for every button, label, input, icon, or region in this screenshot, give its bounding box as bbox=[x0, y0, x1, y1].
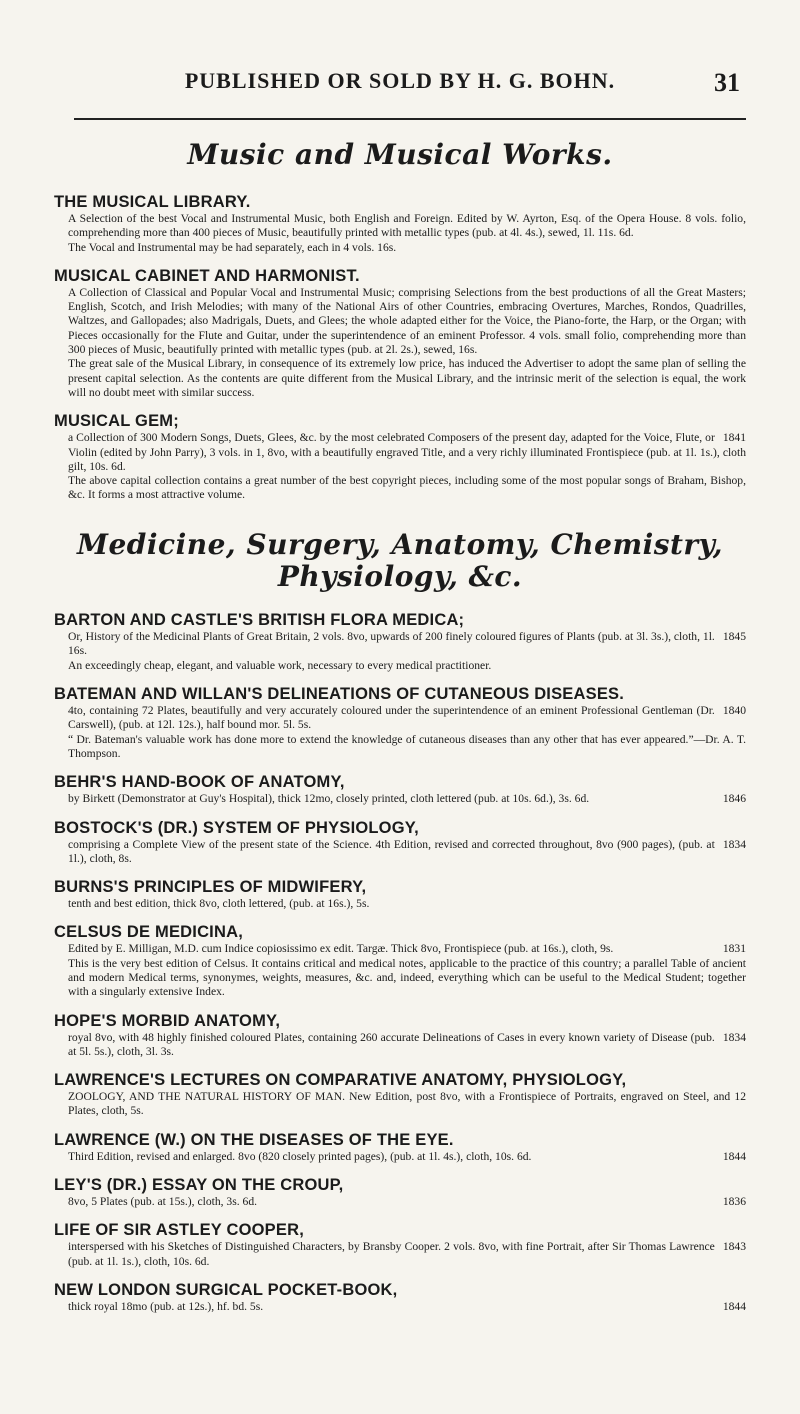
entry-body bbox=[68, 838, 746, 867]
entry-title: BATEMAN AND WILLAN'S DELINEATIONS OF CUTANEOUS DISEASES. bbox=[54, 685, 625, 704]
catalogue-entry bbox=[54, 267, 746, 400]
entry-body bbox=[68, 792, 746, 806]
catalogue-entry bbox=[54, 819, 746, 867]
catalogue-entry bbox=[54, 611, 746, 673]
entry-note: “ Dr. Bateman's valuable work has done more to extend the knowledge of cutaneous diseases than any other that has ever appeared.”—Dr. A. T. Thompson. bbox=[68, 732, 746, 760]
entry-description: comprising a Complete View of the present state of the Science. 4th Edition, revised and corrected throughout, 8vo (900 pages), (pub. at 1l.), cloth, 8s. bbox=[68, 837, 715, 865]
entry-year: 1836 bbox=[722, 1195, 746, 1209]
catalogue-entry bbox=[54, 878, 746, 911]
catalogue-entry bbox=[54, 773, 746, 806]
entry-body bbox=[68, 431, 746, 474]
entry-body bbox=[68, 1150, 746, 1164]
entry-title: LAWRENCE'S LECTURES ON COMPARATIVE ANATOMY, PHYSIOLOGY, bbox=[54, 1071, 627, 1090]
entry-title: LAWRENCE (W.) ON THE DISEASES OF THE EYE. bbox=[54, 1130, 454, 1149]
entry-description: A Selection of the best Vocal and Instrumental Music, both English and Foreign. Edited by W. Ayrton, Esq. of the Opera House. 8 vols. folio, comprehending more than 400 pieces of Music, beautifully printed with metallic types (pub. at 4l. 4s.), sewed, 1l. 11s. 6d. bbox=[68, 212, 746, 240]
entry-title: BURNS'S PRINCIPLES OF MIDWIFERY, bbox=[54, 878, 367, 897]
entry-body bbox=[68, 1240, 746, 1269]
entry-body bbox=[68, 942, 746, 956]
entry-note: An exceedingly cheap, elegant, and valuable work, necessary to every medical practitioner. bbox=[68, 658, 492, 672]
entry-title: BOSTOCK'S (DR.) SYSTEM OF PHYSIOLOGY, bbox=[54, 818, 419, 837]
catalogue-entry bbox=[54, 1131, 746, 1164]
entry-description: a Collection of 300 Modern Songs, Duets, Glees, &c. by the most celebrated Composers of the present day, adapted for the Voice, Flute, or Violin (edited by John Parry), 3 vols. in 1, 8vo, with a beautifully engraved Title, and a very richly illuminated Frontispiece (pub. at 1l. 1s.), cloth gilt, 10s. 6d. bbox=[68, 431, 746, 473]
running-head bbox=[54, 68, 746, 102]
entry-year: 1844 bbox=[722, 1149, 746, 1163]
entry-description: 8vo, 5 Plates (pub. at 15s.), cloth, 3s. 6d. bbox=[68, 1195, 258, 1209]
entry-year: 1845 bbox=[722, 630, 746, 644]
entry-description: royal 8vo, with 48 highly finished coloured Plates, containing 260 accurate Delineations of Cases in every known variety of Disease (pub. at 5l. 5s.), cloth, 3l. 3s. bbox=[68, 1030, 715, 1058]
entry-year: 1846 bbox=[722, 792, 746, 806]
entry-year: 1841 bbox=[722, 431, 746, 445]
catalogue-entry bbox=[54, 193, 746, 255]
entry-description: by Birkett (Demonstrator at Guy's Hospital), thick 12mo, closely printed, cloth lettered (pub. at 10s. 6d.), 3s. 6d. bbox=[68, 792, 590, 806]
section-music bbox=[54, 193, 746, 503]
entry-description: interspersed with his Sketches of Distinguished Characters, by Bransby Cooper. 2 vols. 8vo, with fine Portrait, after Sir Thomas Lawrence (pub. at 1l. 1s.), cloth, 10s. 6d. bbox=[68, 1240, 715, 1268]
entry-title: MUSICAL GEM; bbox=[54, 412, 179, 431]
entry-body bbox=[68, 212, 746, 241]
catalogue-entry bbox=[54, 1221, 746, 1269]
entry-year: 1834 bbox=[722, 837, 746, 851]
catalogue-entry bbox=[54, 923, 746, 999]
entry-description: thick royal 18mo (pub. at 12s.), hf. bd. 5s. bbox=[68, 1299, 264, 1313]
entry-body bbox=[68, 897, 746, 911]
section-heading-music: Music and Musical Works. bbox=[187, 138, 613, 171]
entry-body bbox=[68, 704, 746, 733]
entry-body bbox=[68, 1300, 746, 1314]
header-rule bbox=[74, 118, 746, 120]
entry-year: 1843 bbox=[722, 1240, 746, 1254]
entry-description: Or, History of the Medicinal Plants of Great Britain, 2 vols. 8vo, upwards of 200 finely coloured figures of Plants (pub. at 3l. 3s.), cloth, 1l. 16s. bbox=[68, 630, 715, 658]
entry-title: LEY'S (DR.) ESSAY ON THE CROUP, bbox=[54, 1176, 344, 1195]
entry-title: CELSUS DE MEDICINA, bbox=[54, 923, 243, 942]
entry-title: MUSICAL CABINET AND HARMONIST. bbox=[54, 266, 360, 285]
entry-body bbox=[68, 1090, 746, 1119]
entry-description: Third Edition, revised and enlarged. 8vo (820 closely printed pages), (pub. at 1l. 4s.), cloth, 10s. 6d. bbox=[68, 1149, 532, 1163]
entry-body bbox=[68, 286, 746, 357]
entry-description: ZOOLOGY, AND THE NATURAL HISTORY OF MAN. New Edition, post 8vo, with a Frontispiece of Portraits, engraved on Steel, and 12 Plates, cloth, 5s. bbox=[68, 1090, 746, 1118]
page-number: 31 bbox=[714, 68, 740, 97]
catalogue-entry bbox=[54, 412, 746, 502]
catalogue-entry bbox=[54, 1071, 746, 1119]
entry-title: THE MUSICAL LIBRARY. bbox=[54, 193, 251, 211]
section-heading-medicine: Medicine, Surgery, Anatomy, Chemistry, Physiology, &c. bbox=[77, 527, 723, 593]
entry-year: 1844 bbox=[722, 1299, 746, 1313]
entry-description: tenth and best edition, thick 8vo, cloth lettered, (pub. at 16s.), 5s. bbox=[68, 897, 370, 911]
entry-description: A Collection of Classical and Popular Vocal and Instrumental Music; comprising Selections from the best productions of all the Great Masters; English, Scotch, and Irish Melodies; with many of the National Airs of other Countries, embracing Overtures, Marches, Rondos, Quadrilles, Waltzes, and Gallopades; also Madrigals, Duets, and Glees; the whole adapted either for the Voice, the Piano-forte, the Harp, or the Organ; with Pieces occasionally for the Flute and Guitar, under the superintendence of an eminent Professor. 4 vols. small folio, comprehending more than 300 pieces of Music, beautifully printed with metallic types (pub. at 2l. 2s.), sewed, 16s. bbox=[68, 285, 746, 357]
entry-note: The above capital collection contains a great number of the best copyright pieces, including some of the most popular songs of Braham, Bishop, &c. It forms a most attractive volume. bbox=[68, 474, 746, 502]
entry-body bbox=[68, 630, 746, 659]
entry-title: BEHR'S HAND-BOOK OF ANATOMY, bbox=[54, 773, 345, 792]
catalogue-entry bbox=[54, 1176, 746, 1209]
entry-body bbox=[68, 1195, 746, 1209]
entry-description: Edited by E. Milligan, M.D. cum Indice copiosissimo ex edit. Targæ. Thick 8vo, Frontispiece (pub. at 16s.), cloth, 9s. bbox=[68, 942, 614, 956]
entry-title: BARTON AND CASTLE'S BRITISH FLORA MEDICA; bbox=[54, 611, 465, 630]
entry-title: NEW LONDON SURGICAL POCKET-BOOK, bbox=[54, 1280, 398, 1299]
entry-description: 4to, containing 72 Plates, beautifully and very accurately coloured under the superintendence of an eminent Professional Gentleman (Dr. Carswell), (pub. at 12l. 12s.), half bound mor. 5l. 5s. bbox=[68, 704, 715, 732]
entry-title: HOPE'S MORBID ANATOMY, bbox=[54, 1011, 281, 1030]
running-title: PUBLISHED OR SOLD BY H. G. BOHN. bbox=[184, 68, 616, 93]
entry-body bbox=[68, 1031, 746, 1060]
entry-year: 1840 bbox=[722, 704, 746, 718]
entry-year: 1834 bbox=[722, 1030, 746, 1044]
entry-note: The great sale of the Musical Library, in consequence of its extremely low price, has induced the Advertiser to adopt the same plan of selling the present capital selection. As the contents are quite different from the Musical Library, and the intrinsic merit of the selection is equal, the work will no doubt meet with similar success. bbox=[68, 357, 746, 399]
catalogue-entry bbox=[54, 685, 746, 761]
catalogue-entry bbox=[54, 1012, 746, 1060]
entry-year: 1831 bbox=[722, 942, 746, 956]
entry-note: The Vocal and Instrumental may be had separately, each in 4 vols. 16s. bbox=[68, 240, 397, 254]
section-medicine bbox=[54, 611, 746, 1314]
entry-note: This is the very best edition of Celsus. It contains critical and medical notes, applicable to the practice of this country; a parallel Table of ancient and modern Medical terms, synonymes, weights, measures, &c. and, indeed, everything which can be useful to the Medical Student; together with a singularly extensive Index. bbox=[68, 956, 746, 999]
catalogue-entry bbox=[54, 1281, 746, 1314]
entry-title: LIFE OF SIR ASTLEY COOPER, bbox=[54, 1221, 304, 1240]
